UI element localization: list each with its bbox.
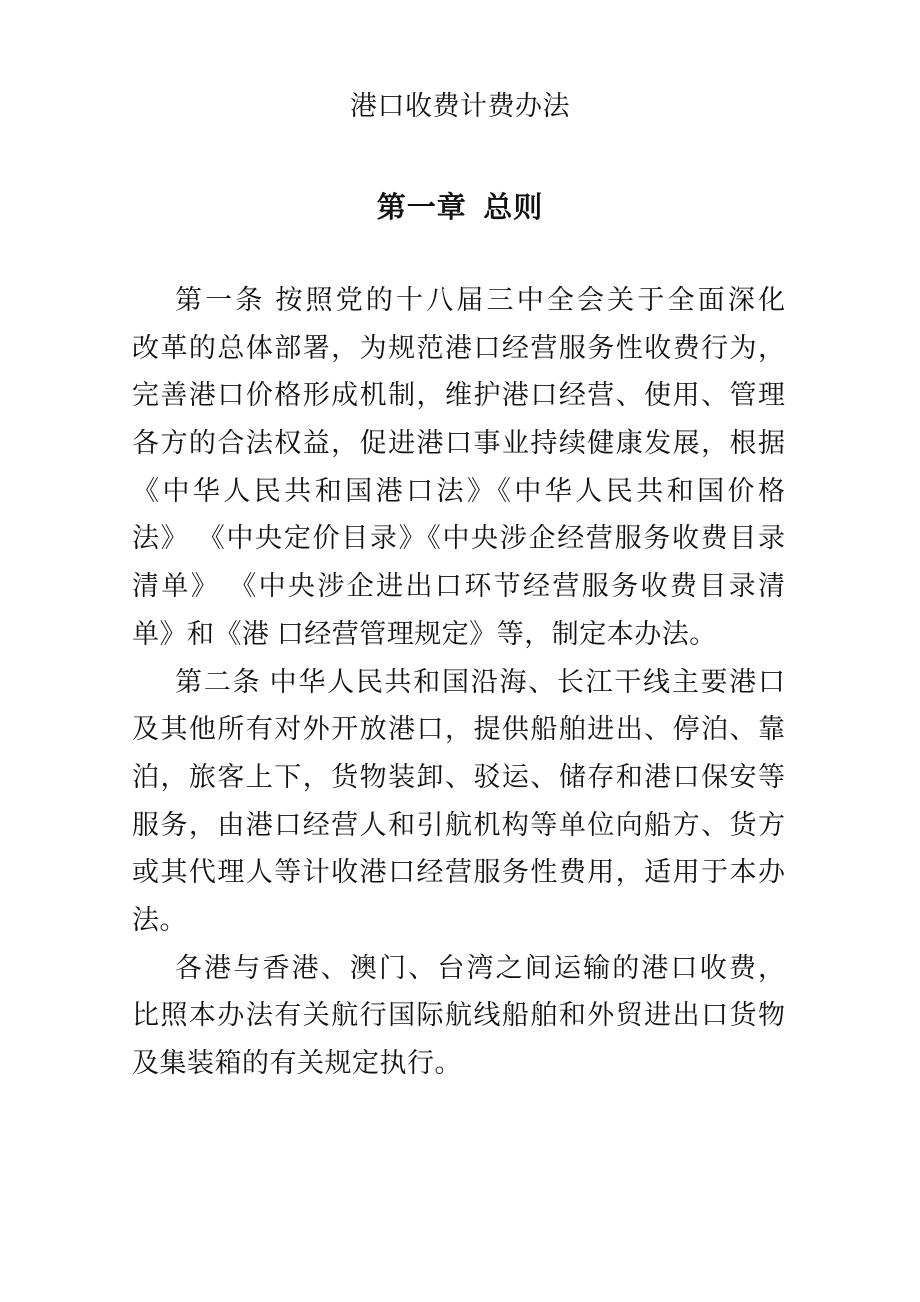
body-line: 各方的合法权益，促进港口事业持续健康发展，根据 [132, 428, 785, 459]
body-line: 各港与香港、澳门、台湾之间运输的港口收费， [175, 952, 785, 983]
body-line: 或其代理人等计收港口经营服务性费用，适用于本办 [132, 857, 785, 888]
body-line: 《中华人民共和国港口法》《中华人民共和国价格 [132, 475, 785, 506]
body-line: 及其他所有对外开放港口，提供船舶进出、停泊、靠 [132, 714, 785, 745]
body-line: 第一条 按照党的十八届三中全会关于全面深化 [175, 285, 785, 315]
body-line: 法》 《中央定价目录》《中央涉企经营服务收费目录 [132, 523, 785, 554]
body-line: 清单》 《中央涉企进出口环节经营服务收费目录清 [132, 571, 785, 602]
body-line: 泊，旅客上下，货物装卸、驳运、储存和港口保安等 [132, 761, 785, 792]
body-line: 及集装箱的有关规定执行。 [132, 1048, 462, 1078]
body-line: 改革的总体部署，为规范港口经营服务性收费行为， [132, 332, 785, 363]
body-line: 单》和《港 口经营管理规定》等，制定本办法。 [132, 618, 717, 649]
document-body [132, 277, 785, 1088]
document-title: 港口收费计费办法 [350, 91, 570, 121]
body-line: 完善港口价格形成机制，维护港口经营、使用、管理 [132, 380, 785, 411]
chapter-heading: 第一章 总则 [376, 192, 544, 224]
body-line: 第二条 中华人民共和国沿海、长江干线主要港口 [175, 666, 785, 697]
body-line: 比照本办法有关航行国际航线船舶和外贸进出口货物 [132, 1000, 785, 1031]
body-line: 法。 [132, 904, 187, 935]
body-line: 服务，由港口经营人和引航机构等单位向船方、货方 [132, 809, 785, 840]
